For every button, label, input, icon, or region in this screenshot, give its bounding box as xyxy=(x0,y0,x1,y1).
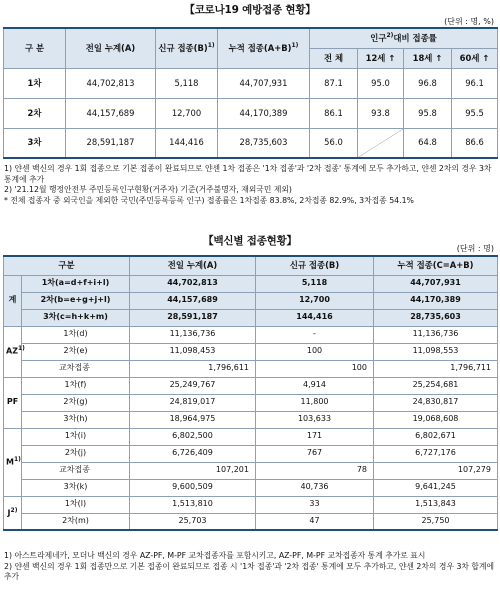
cell-total: 1,796,711 xyxy=(374,360,498,377)
cell-cumulative: 107,201 xyxy=(130,462,256,479)
diagonal-slash xyxy=(358,129,403,158)
row-label: 2차(e) xyxy=(22,343,130,360)
header-category: 구 분 xyxy=(4,28,66,68)
cell-new: 12,700 xyxy=(256,292,374,309)
row-label: 3차 xyxy=(4,128,66,158)
row-label-cross: 교차접종 xyxy=(22,462,130,479)
cell-cumulative: 1,513,810 xyxy=(130,496,256,513)
cell-cumulative: 11,098,453 xyxy=(130,343,256,360)
vaccination-status-table xyxy=(3,27,498,159)
cell-new: 4,914 xyxy=(256,377,374,394)
cell-new: 103,633 xyxy=(256,411,374,428)
header-rate-group: 인구$^{2)}$대비 접종률 xyxy=(310,28,498,48)
cell-cumulative: 1,796,611 xyxy=(130,360,256,377)
cell-rate-12: 95.0 xyxy=(358,68,404,98)
cell-new: - xyxy=(256,326,374,343)
row-label: 3차(h) xyxy=(22,411,130,428)
cell-rate-60: 96.1 xyxy=(452,68,498,98)
group-j: $J^{2)}$ xyxy=(4,496,22,530)
cell-total: 1,513,843 xyxy=(374,496,498,513)
group-total: 계 xyxy=(4,275,22,326)
table1-title: 【코로나19 예방접종 현황】 xyxy=(184,4,316,16)
row-label: 3차(c=h+k+m) xyxy=(22,309,130,326)
table-row xyxy=(4,128,498,158)
cell-new: 47 xyxy=(256,513,374,530)
header-new: 신규 접종(B) xyxy=(256,256,374,275)
table-row xyxy=(4,394,498,411)
cell-new: 144,416 xyxy=(256,309,374,326)
cell-total: 25,254,681 xyxy=(374,377,498,394)
header-age-60: 60세 ↑ xyxy=(452,48,498,68)
cell-cumulative: 6,726,409 xyxy=(130,445,256,462)
table-row xyxy=(4,428,498,445)
header-cumulative: 전일 누계(A) xyxy=(130,256,256,275)
cell-cumulative: 18,964,975 xyxy=(130,411,256,428)
cell-cumulative: 44,702,813 xyxy=(66,68,156,98)
cell-total: 11,098,553 xyxy=(374,343,498,360)
row-label: 2차(m) xyxy=(22,513,130,530)
table-row xyxy=(4,98,498,128)
cell-rate-all: 87.1 xyxy=(310,68,358,98)
cell-rate-18: 96.8 xyxy=(404,68,452,98)
cell-rate-12: 93.8 xyxy=(358,98,404,128)
row-label: 1차(f) xyxy=(22,377,130,394)
table-row xyxy=(4,68,498,98)
cell-cumulative: 25,249,767 xyxy=(130,377,256,394)
table-row xyxy=(4,377,498,394)
table-row xyxy=(4,360,498,377)
cell-total: 107,279 xyxy=(374,462,498,479)
table-row xyxy=(4,309,498,326)
header-age-all: 전 체 xyxy=(310,48,358,68)
row-label: 3차(k) xyxy=(22,479,130,496)
table-row xyxy=(4,513,498,530)
table2-title: 【백신별 접종현황】 xyxy=(203,235,297,247)
table-row xyxy=(4,343,498,360)
cell-new: 12,700 xyxy=(156,98,218,128)
table-row xyxy=(4,326,498,343)
cell-rate-60: 95.5 xyxy=(452,98,498,128)
cell-new: 78 xyxy=(256,462,374,479)
cell-cumulative: 24,819,017 xyxy=(130,394,256,411)
row-label: 1차(i) xyxy=(22,428,130,445)
note-1: 1) 얀센 백신의 경우 1회 접종으로 기본 접종이 완료되므로 얀센 1차 접종은 '1차 접종'과 '2차 접종' 통계에 모두 추가하고, 얀센 2차의 경우 3차 통계에 추가 xyxy=(4,164,492,184)
cell-cumulative: 11,136,736 xyxy=(130,326,256,343)
cell-cumulative: 9,600,509 xyxy=(130,479,256,496)
header-age-18: 18세 ↑ xyxy=(404,48,452,68)
table-row xyxy=(4,275,498,292)
header-new: 신규 접종$(B)^{1)}$ xyxy=(156,28,218,68)
note-2: 2) '21.12월 행정안전부 주민등록인구현황(거주자) 기준(거주불명자, 재외국민 제외) xyxy=(4,185,292,195)
group-pf: PF xyxy=(4,377,22,428)
cell-total: 6,802,671 xyxy=(374,428,498,445)
header-category: 구분 xyxy=(4,256,130,275)
cell-new: 33 xyxy=(256,496,374,513)
group-m: $M^{1)}$ xyxy=(4,428,22,496)
table2-notes xyxy=(4,551,496,583)
cell-total: 28,735,603 xyxy=(374,309,498,326)
table-row xyxy=(4,445,498,462)
cell-total: 28,735,603 xyxy=(218,128,310,158)
cell-total: 24,830,817 xyxy=(374,394,498,411)
cell-rate-all: 56.0 xyxy=(310,128,358,158)
cell-cumulative: 44,157,689 xyxy=(66,98,156,128)
row-label: 2차 xyxy=(4,98,66,128)
cell-total: 6,727,176 xyxy=(374,445,498,462)
cell-total: 44,170,389 xyxy=(218,98,310,128)
row-label: 1차(l) xyxy=(22,496,130,513)
cell-total: 44,170,389 xyxy=(374,292,498,309)
cell-rate-18: 95.8 xyxy=(404,98,452,128)
cell-rate-18: 64.8 xyxy=(404,128,452,158)
note-3: * 전체 접종자 중 외국인을 제외한 국민(주민등록등록 인구) 접종률은 1차접종 83.8%, 2차접종 82.9%, 3차접종 54.1% xyxy=(4,195,414,205)
cell-new: 11,800 xyxy=(256,394,374,411)
row-label-cross: 교차접종 xyxy=(22,360,130,377)
row-label: 1차 xyxy=(4,68,66,98)
note-1: 1) 아스트라제네카, 모더나 백신의 경우 AZ-PF, M-PF 교차접종자를 포함시키고, AZ-PF, M-PF 교차접종자 통계 추가로 표시 xyxy=(4,551,426,560)
cell-cumulative: 28,591,187 xyxy=(66,128,156,158)
cell-new: 40,736 xyxy=(256,479,374,496)
cell-new: 5,118 xyxy=(156,68,218,98)
row-label: 2차(b=e+g+j+l) xyxy=(22,292,130,309)
cell-total: 44,707,931 xyxy=(374,275,498,292)
cell-new: 144,416 xyxy=(156,128,218,158)
cell-total: 25,750 xyxy=(374,513,498,530)
header-total: 누적 접종$(A+B)^{1)}$ xyxy=(218,28,310,68)
table-row xyxy=(4,496,498,513)
row-label: 2차(g) xyxy=(22,394,130,411)
header-age-12: 12세 ↑ xyxy=(358,48,404,68)
cell-new: 5,118 xyxy=(256,275,374,292)
cell-cumulative: 6,802,500 xyxy=(130,428,256,445)
cell-rate-60: 86.6 xyxy=(452,128,498,158)
row-label: 1차(a=d+f+i+l) xyxy=(22,275,130,292)
table2-unit: (단위 : 명) xyxy=(456,244,494,253)
note-2: 2) 얀센 백신의 경우 1회 접종만으로 기본 접종이 완료되므로 접종 시 '1차 접종'과 '2차 접종' 통계에 모두 추가하고, 얀센 2차의 경우 3차 합계에 추가 xyxy=(4,561,495,582)
table-row xyxy=(4,292,498,309)
table1-notes xyxy=(4,164,496,206)
cell-cumulative: 44,157,689 xyxy=(130,292,256,309)
table-row xyxy=(4,411,498,428)
cell-total: 9,641,245 xyxy=(374,479,498,496)
table1-unit: (단위 : 명, %) xyxy=(444,17,494,26)
cell-total: 19,068,608 xyxy=(374,411,498,428)
cell-new: 767 xyxy=(256,445,374,462)
header-total: 누적 접종(C=A+B) xyxy=(374,256,498,275)
table-row xyxy=(4,479,498,496)
header-cumulative: 전일 누계(A) xyxy=(66,28,156,68)
cell-new: 171 xyxy=(256,428,374,445)
table-row xyxy=(4,462,498,479)
cell-new: 100 xyxy=(256,343,374,360)
cell-new: 100 xyxy=(256,360,374,377)
cell-cumulative: 25,703 xyxy=(130,513,256,530)
vaccine-type-table xyxy=(3,255,498,531)
row-label: 1차(d) xyxy=(22,326,130,343)
group-az: AZ$^{1)}$ xyxy=(4,326,22,377)
cell-rate-all: 86.1 xyxy=(310,98,358,128)
cell-cumulative: 28,591,187 xyxy=(130,309,256,326)
cell-cumulative: 44,702,813 xyxy=(130,275,256,292)
row-label: 2차(j) xyxy=(22,445,130,462)
cell-rate-12-empty xyxy=(358,128,404,158)
cell-total: 44,707,931 xyxy=(218,68,310,98)
cell-total: 11,136,736 xyxy=(374,326,498,343)
